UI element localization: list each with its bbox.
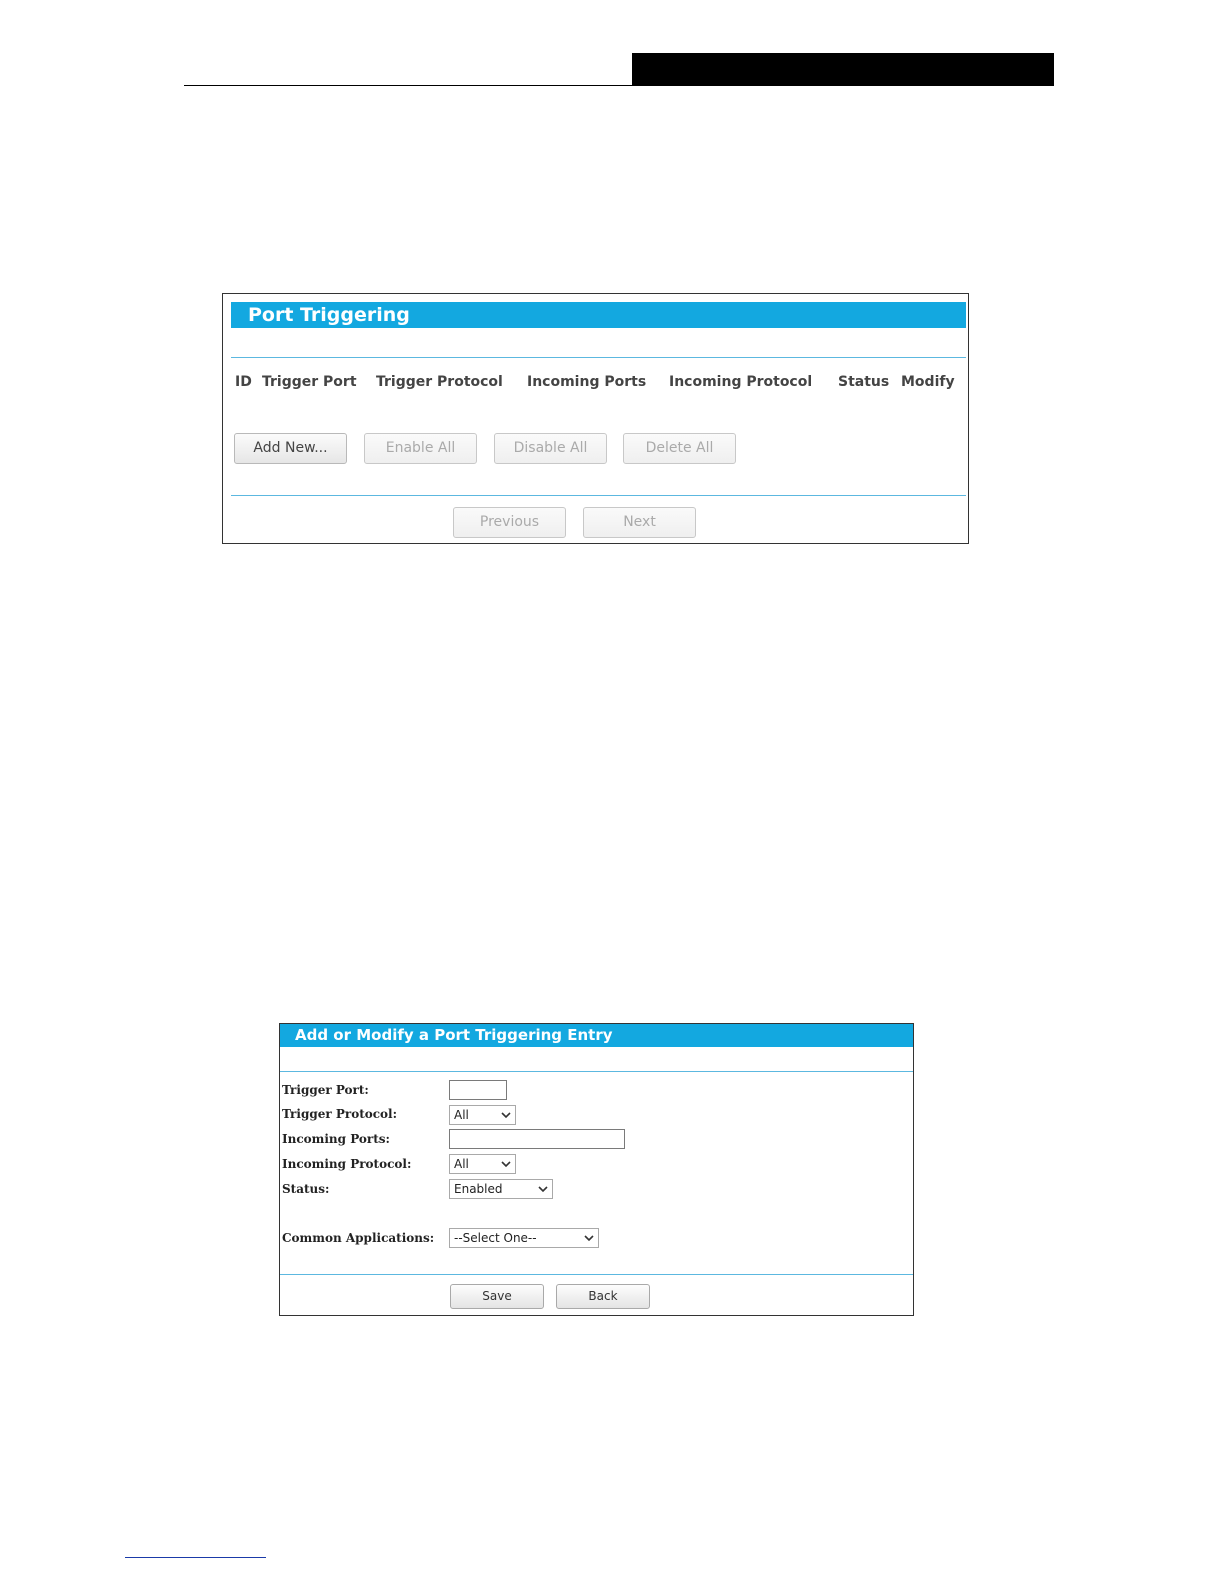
save-button[interactable]: Save xyxy=(450,1284,544,1309)
header-rule xyxy=(184,85,1054,86)
previous-button[interactable]: Previous xyxy=(453,507,566,538)
port-triggering-panel xyxy=(222,293,969,544)
divider xyxy=(231,495,966,496)
chevron-down-icon xyxy=(497,1155,515,1173)
incoming-ports-input[interactable] xyxy=(449,1129,625,1149)
delete-all-button[interactable]: Delete All xyxy=(623,433,736,464)
panel-title: Add or Modify a Port Triggering Entry xyxy=(280,1024,913,1047)
column-header-modify: Modify xyxy=(901,374,955,390)
selected-value: All xyxy=(454,1157,469,1171)
status-label: Status: xyxy=(282,1182,330,1196)
divider xyxy=(280,1071,913,1072)
incoming-ports-label: Incoming Ports: xyxy=(282,1132,390,1146)
common-applications-select[interactable] xyxy=(449,1228,599,1248)
chevron-down-icon xyxy=(497,1106,515,1124)
selected-value: --Select One-- xyxy=(454,1231,537,1245)
trigger-protocol-label: Trigger Protocol: xyxy=(282,1107,398,1121)
column-header-id: ID xyxy=(235,374,252,390)
column-header-status: Status xyxy=(838,374,890,390)
divider xyxy=(280,1274,913,1275)
chevron-down-icon xyxy=(534,1180,552,1198)
selected-value: Enabled xyxy=(454,1182,503,1196)
enable-all-button[interactable]: Enable All xyxy=(364,433,477,464)
trigger-protocol-select[interactable] xyxy=(449,1105,516,1125)
status-select[interactable] xyxy=(449,1179,553,1199)
column-header-incoming-ports: Incoming Ports xyxy=(527,374,647,390)
panel-title: Port Triggering xyxy=(231,302,966,328)
column-header-trigger-protocol: Trigger Protocol xyxy=(376,374,503,390)
common-applications-label: Common Applications: xyxy=(282,1231,435,1245)
back-button[interactable]: Back xyxy=(556,1284,650,1309)
trigger-port-label: Trigger Port: xyxy=(282,1083,369,1097)
header-bar xyxy=(632,53,1054,86)
chevron-down-icon xyxy=(580,1229,598,1247)
next-button[interactable]: Next xyxy=(583,507,696,538)
add-modify-entry-panel xyxy=(279,1023,914,1316)
column-header-trigger-port: Trigger Port xyxy=(262,374,357,390)
incoming-protocol-select[interactable] xyxy=(449,1154,516,1174)
selected-value: All xyxy=(454,1108,469,1122)
trigger-port-input[interactable] xyxy=(449,1080,507,1100)
add-new-button[interactable]: Add New... xyxy=(234,433,347,464)
footer-link-underline xyxy=(125,1557,266,1558)
incoming-protocol-label: Incoming Protocol: xyxy=(282,1157,412,1171)
disable-all-button[interactable]: Disable All xyxy=(494,433,607,464)
divider xyxy=(231,357,966,358)
column-header-incoming-protocol: Incoming Protocol xyxy=(669,374,813,390)
